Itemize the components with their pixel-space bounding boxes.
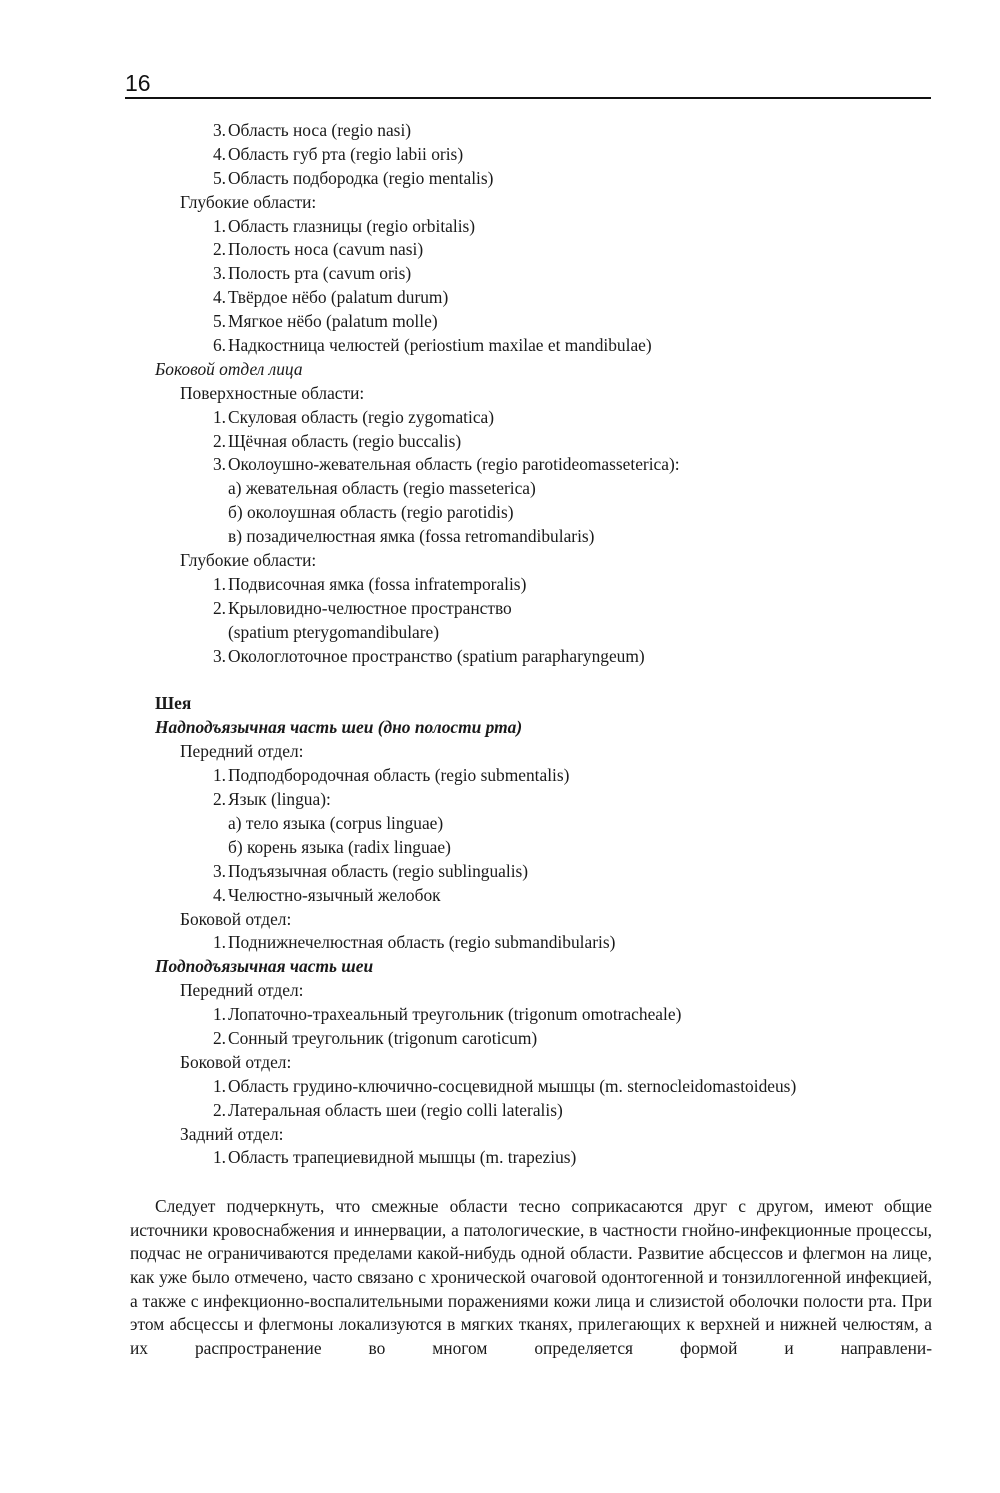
item-text: Подъязычная область (regio sublingualis): [228, 860, 529, 881]
header-rule: [125, 97, 931, 99]
item-text: Область губ рта (regio labii oris): [228, 143, 464, 164]
item-number: 1.: [212, 215, 226, 236]
item-text: Лопаточно-трахеальный треугольник (trigonum omotracheale): [228, 1004, 682, 1025]
numbered-item: [130, 406, 932, 430]
item-number: 1.: [212, 406, 226, 427]
item-text: Челюстно-язычный желобок: [228, 884, 441, 905]
item-text: Сонный треугольник (trigonum caroticum): [228, 1027, 538, 1048]
numbered-item: [130, 1003, 932, 1027]
item-text: Латеральная область шеи (regio colli lateralis): [228, 1099, 563, 1120]
subsection-heading: Передний отдел:: [180, 980, 304, 1001]
item-text: Надкостница челюстей (periostium maxilae et mandibulae): [228, 335, 652, 356]
item-text: Щёчная область (regio buccalis): [228, 430, 462, 451]
item-number: 1.: [212, 1147, 226, 1168]
page-number: 16: [125, 70, 151, 96]
subsection-heading: Боковой отдел:: [180, 908, 292, 929]
numbered-item: [130, 1027, 932, 1051]
item-text: Область трапециевидной мышцы (m. trapezius): [228, 1147, 577, 1168]
subsection-heading: Передний отдел:: [180, 741, 304, 762]
item-text: Скуловая область (regio zygomatica): [228, 406, 495, 427]
numbered-item: [130, 860, 932, 884]
item-text: Твёрдое нёбо (palatum durum): [228, 287, 449, 308]
part-heading: Надподъязычная часть шеи (дно полости рта): [155, 717, 523, 738]
numbered-item: [130, 931, 932, 955]
lettered-subitem: б) околоушная область (regio parotidis): [228, 502, 514, 523]
lettered-subitem: б) корень языка (radix linguae): [228, 836, 451, 857]
item-number: 3.: [212, 454, 226, 475]
chapter-heading: Шея: [155, 693, 192, 714]
item-continuation: (spatium pterygomandibulare): [228, 621, 440, 642]
numbered-item: [130, 884, 932, 908]
item-number: 1.: [212, 932, 226, 953]
item-number: 4.: [212, 143, 226, 164]
lettered-subitem: в) позадичелюстная ямка (fossa retromandibularis): [228, 526, 595, 547]
numbered-item: [130, 453, 932, 477]
numbered-item: [130, 645, 932, 669]
numbered-item: [130, 262, 932, 286]
numbered-item: [130, 1075, 932, 1099]
section-heading: Боковой отдел лица: [155, 358, 303, 379]
numbered-item: [130, 334, 932, 358]
paragraph-text: Следует подчеркнуть, что смежные области тесно соприкасаются друг с другом, имеют общие источники кровоснабжения и иннервации, а патологические, в частности гнойно-инфекционные процессы, подчас не ограничиваются пределами какой-нибудь одной области. Развитие абсцессов и флегмон на лице, как уже было отмечено, часто связано с хронической очаговой одонтогенной и тонзиллогенной инфекцией, а также с инфекционно-воспалительными поражениями кожи лица и слизистой оболочки полости рта. При этом абсцессы и флегмоны локализуются в мягких тканях, прилегающих к верхней и нижней челюстям, а их распространение во многом определяется формой и направлени-: [130, 1196, 932, 1358]
item-text: Область подбородка (regio mentalis): [228, 167, 494, 188]
item-number: 1.: [212, 573, 226, 594]
item-text: Полость рта (cavum oris): [228, 263, 412, 284]
item-number: 6.: [212, 335, 226, 356]
item-text: Околоушно-жевательная область (regio parotideomasseterica):: [228, 454, 680, 475]
numbered-item: [130, 1099, 932, 1123]
item-number: 2.: [212, 430, 226, 451]
item-number: 4.: [212, 287, 226, 308]
numbered-item: [130, 1146, 932, 1170]
numbered-item: [130, 573, 932, 597]
subsection-heading: Поверхностные области:: [180, 382, 365, 403]
item-number: 2.: [212, 239, 226, 260]
item-text: Язык (lingua):: [228, 789, 331, 810]
numbered-item: [130, 597, 932, 621]
item-number: 5.: [212, 167, 226, 188]
numbered-item: [130, 238, 932, 262]
item-number: 2.: [212, 1027, 226, 1048]
numbered-item: [130, 310, 932, 334]
numbered-item: [130, 788, 932, 812]
item-number: 4.: [212, 884, 226, 905]
page-content: [130, 119, 932, 1360]
body-paragraph: [130, 1195, 932, 1360]
item-text: Мягкое нёбо (palatum molle): [228, 311, 438, 332]
item-number: 3.: [212, 645, 226, 666]
item-text: Окологлоточное пространство (spatium parapharyngeum): [228, 645, 645, 666]
item-number: 3.: [212, 860, 226, 881]
item-number: 3.: [212, 263, 226, 284]
part-heading: Подподъязычная часть шеи: [155, 956, 374, 977]
subsection-heading: Задний отдел:: [180, 1123, 284, 1144]
item-number: 5.: [212, 311, 226, 332]
item-number: 1.: [212, 1075, 226, 1096]
item-text: Крыловидно-челюстное пространство: [228, 597, 512, 618]
item-text: Область носа (regio nasi): [228, 120, 412, 140]
numbered-item: [130, 215, 932, 239]
numbered-item: [130, 119, 932, 143]
numbered-item: [130, 430, 932, 454]
spacer: [130, 668, 932, 692]
subsection-heading: Глубокие области:: [180, 550, 317, 571]
item-text: Полость носа (cavum nasi): [228, 239, 424, 260]
item-number: 3.: [212, 120, 226, 140]
numbered-item: [130, 286, 932, 310]
numbered-item: [130, 143, 932, 167]
numbered-item: [130, 167, 932, 191]
item-text: Поднижнечелюстная область (regio submandibularis): [228, 932, 616, 953]
subsection-heading: Глубокие области:: [180, 191, 317, 212]
lettered-subitem: а) жевательная область (regio masseterica): [228, 478, 536, 499]
anatomical-regions-outline: [130, 119, 932, 1170]
item-text: Область грудино-ключично-сосцевидной мышцы (m. sternocleidomastoideus): [228, 1075, 797, 1096]
item-number: 2.: [212, 597, 226, 618]
item-number: 2.: [212, 1099, 226, 1120]
numbered-item: [130, 764, 932, 788]
item-text: Область глазницы (regio orbitalis): [228, 215, 476, 236]
item-number: 2.: [212, 789, 226, 810]
subsection-heading: Боковой отдел:: [180, 1051, 292, 1072]
lettered-subitem: а) тело языка (corpus linguae): [228, 812, 444, 833]
item-text: Подвисочная ямка (fossa infratemporalis): [228, 573, 527, 594]
item-number: 1.: [212, 1004, 226, 1025]
item-text: Подподбородочная область (regio submentalis): [228, 765, 570, 786]
item-number: 1.: [212, 765, 226, 786]
